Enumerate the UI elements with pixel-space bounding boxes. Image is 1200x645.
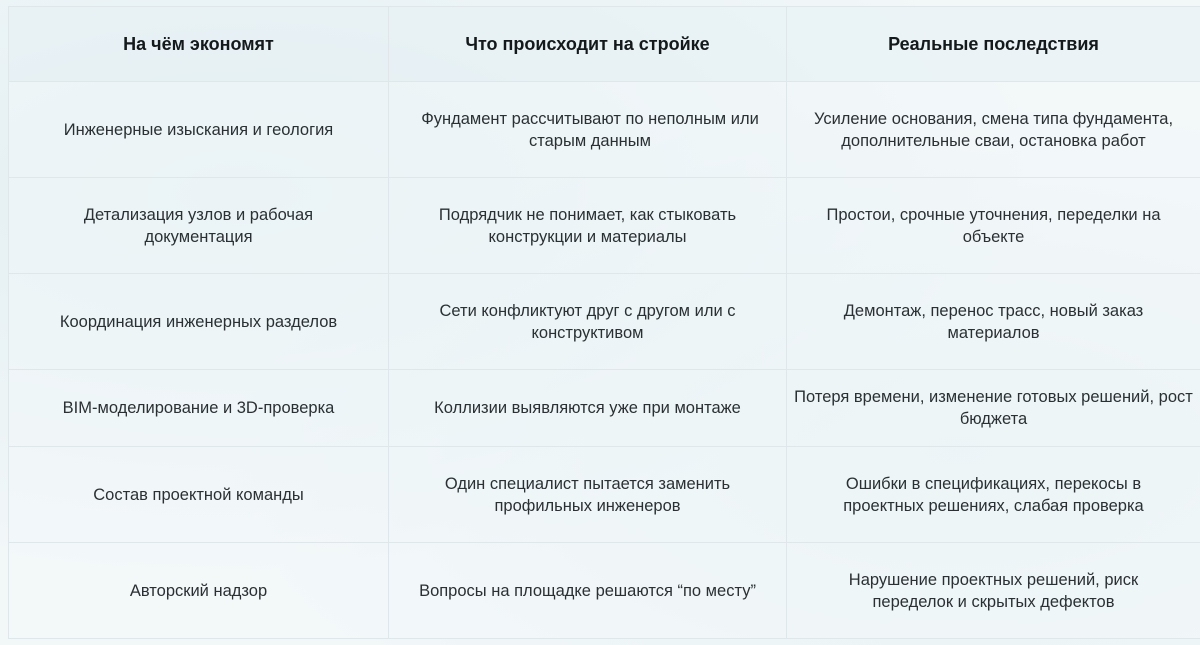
- column-header-savings: На чём экономят: [9, 7, 389, 82]
- table-cell: Инженерные изыскания и геология: [9, 82, 389, 178]
- table-cell: Координация инженерных разделов: [9, 274, 389, 370]
- table-cell: Демонтаж, перенос трасс, новый заказ материалов: [787, 274, 1200, 370]
- table-cell: BIM-моделирование и 3D-проверка: [9, 370, 389, 447]
- table-cell: Потеря времени, изменение готовых решений, рост бюджета: [787, 370, 1200, 447]
- table-cell: Коллизии выявляются уже при монтаже: [389, 370, 787, 447]
- table-cell: Вопросы на площадке решаются “по месту”: [389, 543, 787, 639]
- table-cell: Нарушение проектных решений, риск переделок и скрытых дефектов: [787, 543, 1200, 639]
- table-cell: Простои, срочные уточнения, переделки на объекте: [787, 178, 1200, 274]
- table-cell: Усиление основания, смена типа фундамента, дополнительные сваи, остановка работ: [787, 82, 1200, 178]
- table-cell: Детализация узлов и рабочая документация: [9, 178, 389, 274]
- table-row: [9, 82, 1200, 178]
- table-cell: Фундамент рассчитывают по неполным или старым данным: [389, 82, 787, 178]
- table-cell: Один специалист пытается заменить профильных инженеров: [389, 447, 787, 543]
- table-row: [9, 274, 1200, 370]
- table-row: [9, 370, 1200, 447]
- table-cell: Подрядчик не понимает, как стыковать конструкции и материалы: [389, 178, 787, 274]
- table-row: [9, 543, 1200, 639]
- column-header-construction: Что происходит на стройке: [389, 7, 787, 82]
- table-cell: Сети конфликтуют друг с другом или с конструктивом: [389, 274, 787, 370]
- table-row: [9, 178, 1200, 274]
- table-cell: Состав проектной команды: [9, 447, 389, 543]
- column-header-consequences: Реальные последствия: [787, 7, 1200, 82]
- table-header-row: [9, 7, 1200, 82]
- comparison-table: [8, 6, 1200, 639]
- table-row: [9, 447, 1200, 543]
- table-cell: Ошибки в спецификациях, перекосы в проектных решениях, слабая проверка: [787, 447, 1200, 543]
- table-cell: Авторский надзор: [9, 543, 389, 639]
